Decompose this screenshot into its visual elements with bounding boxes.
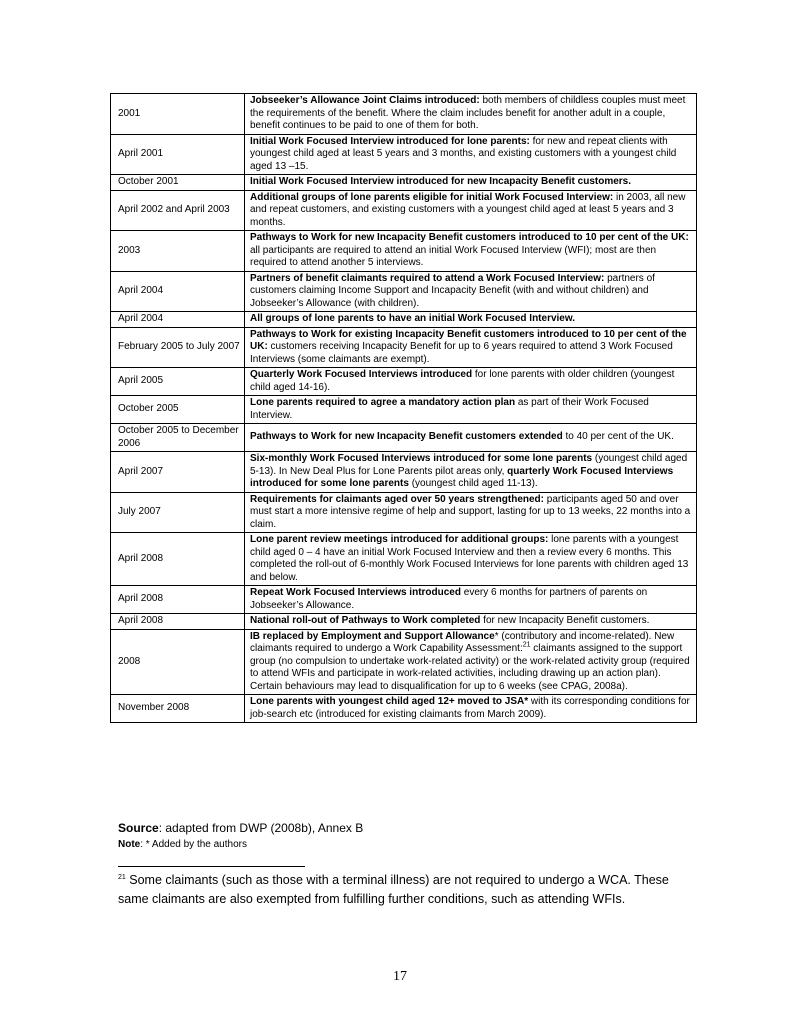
- policy-timeline-table: [110, 93, 697, 723]
- description-bold: Jobseeker’s Allowance Joint Claims introduced:: [250, 95, 480, 106]
- row-date: October 2001: [111, 175, 245, 191]
- row-date: July 2007: [111, 492, 245, 533]
- row-description: [245, 424, 697, 452]
- row-date: April 2007: [111, 452, 245, 493]
- description-bold: Lone parents with youngest child aged 12+ moved to JSA*: [250, 696, 529, 707]
- row-description: [245, 231, 697, 272]
- description-text: all participants are required to attend an initial Work Focused Interview (WFI); most are then required to attend another 5 interviews.: [250, 244, 657, 268]
- description-text: * (contributory and income-related). New claimants required to undergo a Work Capability Assessment:: [250, 630, 675, 654]
- row-description: [245, 175, 697, 191]
- row-description: [245, 327, 697, 368]
- footnote-separator: [118, 866, 305, 867]
- row-description: [245, 452, 697, 493]
- row-description: [245, 533, 697, 586]
- row-description: [245, 190, 697, 231]
- table-row: [111, 629, 697, 695]
- description-bold: Repeat Work Focused Interviews introduced: [250, 587, 461, 598]
- footnote-reference: 21: [522, 641, 531, 649]
- source-label: Source: [118, 821, 159, 835]
- row-date: October 2005 to December 2006: [111, 424, 245, 452]
- description-text: (youngest child aged 11-13).: [408, 478, 538, 489]
- authors-note: [118, 839, 247, 851]
- row-description: [245, 94, 697, 135]
- table-row: [111, 231, 697, 272]
- description-bold: Pathways to Work for existing Incapacity Benefit customers introduced to 10 per cent of the UK:: [250, 328, 687, 352]
- description-bold: Requirements for claimants aged over 50 years strengthened:: [250, 493, 544, 505]
- description-bold: Lone parent review meetings introduced for additional groups:: [250, 534, 549, 545]
- footnote-text: Some claimants (such as those with a terminal illness) are not required to undergo a WCA. These same claimants are also exempted from fulfilling further conditions, such as attending WFIs.: [118, 873, 669, 906]
- row-date: April 2004: [111, 312, 245, 328]
- row-date: 2001: [111, 94, 245, 135]
- table-row: [111, 190, 697, 231]
- row-date: April 2008: [111, 586, 245, 614]
- row-date: April 2008: [111, 533, 245, 586]
- note-text: : * Added by the authors: [140, 839, 247, 850]
- description-text: both members of childless couples must meet the requirements of the benefit. Where the claim includes benefit for another adult in a couple, benefit continues to be paid to one of them for both.: [250, 95, 686, 131]
- description-bold: Quarterly Work Focused Interviews introduced: [250, 369, 473, 380]
- description-bold: Additional groups of lone parents eligible for initial Work Focused Interview:: [250, 191, 614, 203]
- footnote: [118, 871, 678, 909]
- description-text: lone parents with a youngest child aged 0 – 4 have an initial Work Focused Interview and then a review every 6 months. This completed the roll-out of 6-monthly Work Focused Interviews for lone parents with children aged 13 and below.: [250, 534, 689, 583]
- description-text: every 6 months for partners of parents on Jobseeker’s Allowance.: [250, 587, 648, 611]
- page-number: 17: [393, 969, 407, 984]
- description-text: to 40 per cent of the UK.: [562, 431, 674, 443]
- description-text: in 2003, all new and repeat customers, and existing customers with a youngest child aged at least 5 years and 3 months.: [250, 191, 686, 228]
- description-bold: Initial Work Focused Interview introduced for lone parents:: [250, 135, 530, 147]
- row-date: November 2008: [111, 695, 245, 723]
- row-date: 2003: [111, 231, 245, 272]
- description-bold: Lone parents required to agree a mandatory action plan: [250, 397, 516, 408]
- table-row: [111, 271, 697, 312]
- description-text: for new and repeat clients with youngest child aged at least 5 years and 3 months, and existing customers with a youngest child aged 13 –15.: [250, 135, 677, 172]
- row-description: [245, 614, 697, 630]
- row-date: April 2004: [111, 271, 245, 312]
- description-bold: Pathways to Work for new Incapacity Benefit customers introduced to 10 per cent of the UK:: [250, 232, 689, 243]
- table-row: [111, 452, 697, 493]
- note-label: Note: [118, 839, 141, 850]
- row-description: [245, 396, 697, 424]
- row-description: [245, 271, 697, 312]
- row-description: [245, 312, 697, 328]
- table-row: [111, 614, 697, 630]
- table-body: [111, 94, 697, 723]
- row-description: [245, 629, 697, 695]
- table-row: [111, 312, 697, 328]
- description-text: partners of customers claiming Income Support and Incapacity Benefit (with and without children) and Jobseeker’s Allowance (with children).: [250, 272, 655, 309]
- description-bold: Six-monthly Work Focused Interviews introduced for some lone parents: [250, 453, 593, 464]
- description-text: customers receiving Incapacity Benefit for up to 6 years required to attend 3 Work Focused Interviews (some claimants are exempt).: [250, 341, 673, 365]
- source-text: : adapted from DWP (2008b), Annex B: [158, 821, 364, 835]
- table-row: [111, 175, 697, 191]
- description-bold: Pathways to Work for new Incapacity Benefit customers extended: [250, 431, 563, 443]
- description-text: participants aged 50 and over must start a more intensive regime of help and support, lasting for up to 13 weeks, 22 months into a claim.: [250, 493, 691, 530]
- description-bold: National roll-out of Pathways to Work completed: [250, 615, 481, 626]
- row-date: April 2001: [111, 134, 245, 175]
- row-date: 2008: [111, 629, 245, 695]
- footnote-number: 21: [118, 873, 126, 881]
- table-row: [111, 586, 697, 614]
- table-row: [111, 533, 697, 586]
- row-description: [245, 134, 697, 175]
- table-row: [111, 327, 697, 368]
- row-date: February 2005 to July 2007: [111, 327, 245, 368]
- table-row: [111, 134, 697, 175]
- description-bold: IB replaced by Employment and Support Allowance: [250, 630, 495, 642]
- row-date: April 2005: [111, 368, 245, 396]
- row-date: April 2008: [111, 614, 245, 630]
- description-text: claimants assigned to the support group (no compulsion to undertake work-related activity) or the work-related activity group (required to attend WFIs and participate in work-related activities, including drawing up an action plan). Certain behaviours may lead to disqualification for up to 6 weeks (see CPAG, 2008a).: [250, 643, 690, 692]
- table-row: [111, 94, 697, 135]
- description-text: with its corresponding conditions for job-search etc (introduced for existing claimants from March 2009).: [250, 696, 690, 720]
- description-bold: quarterly Work Focused Interviews introduced for some lone parents: [250, 465, 674, 489]
- table-row: [111, 396, 697, 424]
- row-description: [245, 492, 697, 533]
- row-description: [245, 695, 697, 723]
- description-text: as part of their Work Focused Interview.: [250, 397, 649, 421]
- table-row: [111, 368, 697, 396]
- row-date: April 2002 and April 2003: [111, 190, 245, 231]
- source-note: [118, 821, 363, 835]
- table-row: [111, 695, 697, 723]
- row-description: [245, 368, 697, 396]
- description-text: for new Incapacity Benefit customers.: [480, 615, 650, 626]
- description-text: for lone parents with older children (youngest child aged 14-16).: [250, 369, 675, 393]
- description-text: (youngest child aged 5-13). In New Deal Plus for Lone Parents pilot areas only,: [250, 453, 688, 477]
- description-bold: All groups of lone parents to have an initial Work Focused Interview.: [250, 313, 576, 324]
- row-date: October 2005: [111, 396, 245, 424]
- description-bold: Initial Work Focused Interview introduced for new Incapacity Benefit customers.: [250, 176, 632, 187]
- description-bold: Partners of benefit claimants required to attend a Work Focused Interview:: [250, 272, 605, 284]
- table-row: [111, 492, 697, 533]
- table-row: [111, 424, 697, 452]
- row-description: [245, 586, 697, 614]
